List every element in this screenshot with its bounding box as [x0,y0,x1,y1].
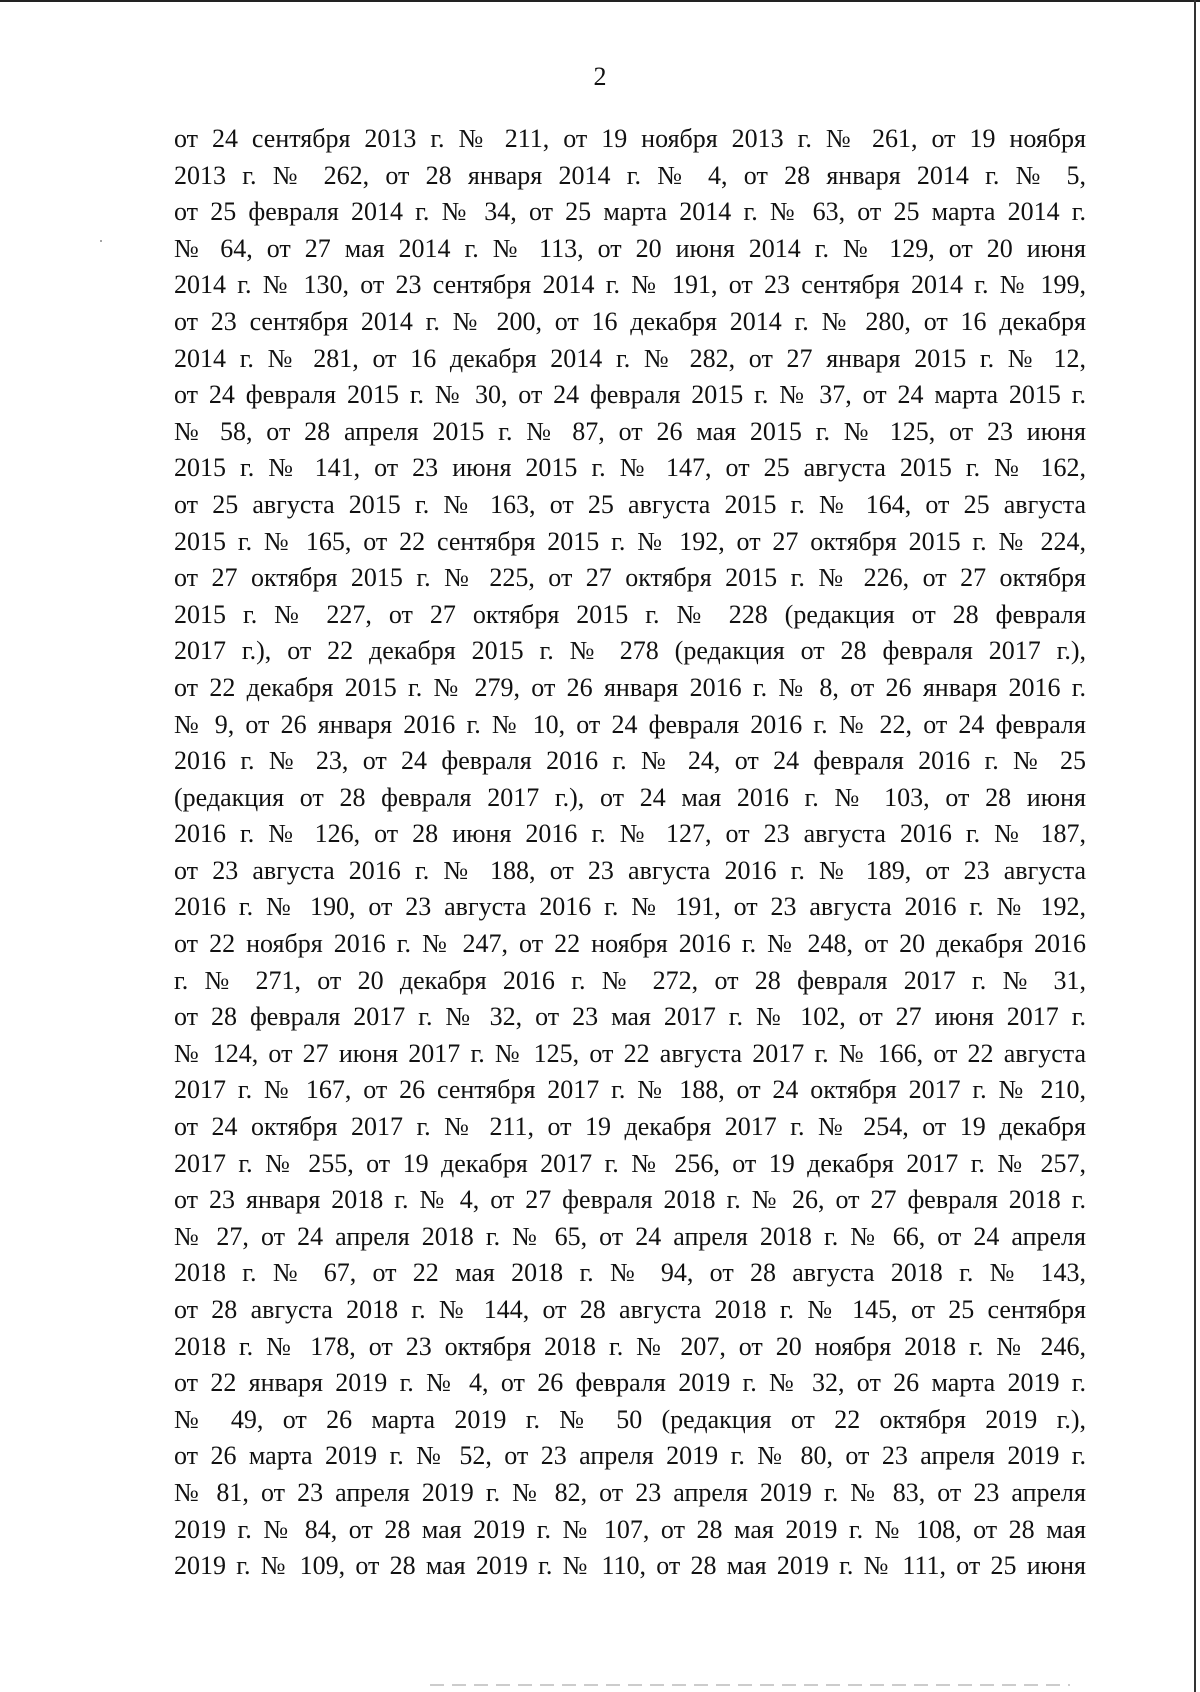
text-line: 2013 г. № 262, от 28 января 2014 г. № 4, от 28 января 2014 г. № 5, [174,160,1086,190]
text-line: (редакция от 28 февраля 2017 г.), от 24 мая 2016 г. № 103, от 28 июня [174,782,1086,812]
text-line: № 9, от 26 января 2016 г. № 10, от 24 февраля 2016 г. № 22, от 24 февраля [174,709,1086,739]
text-line: от 27 октября 2015 г. № 225, от 27 октября 2015 г. № 226, от 27 октября [174,563,1086,593]
text-line: от 23 августа 2016 г. № 188, от 23 августа 2016 г. № 189, от 23 августа [174,855,1086,885]
text-line: 2017 г. № 255, от 19 декабря 2017 г. № 256, от 19 декабря 2017 г. № 257, [174,1148,1086,1178]
text-line: № 49, от 26 марта 2019 г. № 50 (редакция от 22 октября 2019 г.), [174,1404,1086,1434]
text-line: от 22 января 2019 г. № 4, от 26 февраля 2019 г. № 32, от 26 марта 2019 г. [174,1368,1086,1398]
text-line: № 58, от 28 апреля 2015 г. № 87, от 26 мая 2015 г. № 125, от 23 июня [174,416,1086,446]
text-line: № 27, от 24 апреля 2018 г. № 65, от 24 апреля 2018 г. № 66, от 24 апреля [174,1221,1086,1251]
text-line: от 23 сентября 2014 г. № 200, от 16 декабря 2014 г. № 280, от 16 декабря [174,306,1086,336]
text-line: 2018 г. № 67, от 22 мая 2018 г. № 94, от 28 августа 2018 г. № 143, [174,1258,1086,1288]
text-line: 2014 г. № 281, от 16 декабря 2014 г. № 282, от 27 января 2015 г. № 12, [174,343,1086,373]
text-line: № 81, от 23 апреля 2019 г. № 82, от 23 апреля 2019 г. № 83, от 23 апреля [174,1477,1086,1507]
text-line: 2015 г. № 227, от 27 октября 2015 г. № 228 (редакция от 28 февраля [174,599,1086,629]
text-line: от 24 октября 2017 г. № 211, от 19 декабря 2017 г. № 254, от 19 декабря [174,1112,1086,1142]
text-line: от 23 января 2018 г. № 4, от 27 февраля 2018 г. № 26, от 27 февраля 2018 г. [174,1185,1086,1215]
text-line: 2016 г. № 23, от 24 февраля 2016 г. № 24, от 24 февраля 2016 г. № 25 [174,746,1086,776]
text-line: от 24 сентября 2013 г. № 211, от 19 ноября 2013 г. № 261, от 19 ноября [174,124,1086,153]
page-right-edge [1194,0,1196,1692]
text-line: от 24 февраля 2015 г. № 30, от 24 февраля 2015 г. № 37, от 24 марта 2015 г. [174,380,1086,410]
text-line: 2017 г.), от 22 декабря 2015 г. № 278 (редакция от 28 февраля 2017 г.), [174,636,1086,666]
text-line: от 22 ноября 2016 г. № 247, от 22 ноября 2016 г. № 248, от 20 декабря 2016 [174,929,1086,959]
text-line: от 25 августа 2015 г. № 163, от 25 августа 2015 г. № 164, от 25 августа [174,489,1086,519]
text-line: 2015 г. № 141, от 23 июня 2015 г. № 147, от 25 августа 2015 г. № 162, [174,453,1086,483]
text-line: 2015 г. № 165, от 22 сентября 2015 г. № 192, от 27 октября 2015 г. № 224, [174,526,1086,556]
text-line: от 28 августа 2018 г. № 144, от 28 августа 2018 г. № 145, от 25 сентября [174,1295,1086,1324]
text-line: № 124, от 27 июня 2017 г. № 125, от 22 августа 2017 г. № 166, от 22 августа [174,1038,1086,1068]
document-body-text [174,121,1086,1585]
scan-artifact [100,240,102,242]
text-line: 2018 г. № 178, от 23 октября 2018 г. № 207, от 20 ноября 2018 г. № 246, [174,1331,1086,1361]
text-line: от 26 марта 2019 г. № 52, от 23 апреля 2019 г. № 80, от 23 апреля 2019 г. [174,1441,1086,1471]
text-line: 2017 г. № 167, от 26 сентября 2017 г. № 188, от 24 октября 2017 г. № 210, [174,1075,1086,1105]
page-number: 2 [593,62,607,91]
text-line: от 25 февраля 2014 г. № 34, от 25 марта 2014 г. № 63, от 25 марта 2014 г. [174,197,1086,227]
text-line: 2016 г. № 190, от 23 августа 2016 г. № 191, от 23 августа 2016 г. № 192, [174,892,1086,922]
text-line: 2019 г. № 84, от 28 мая 2019 г. № 107, от 28 мая 2019 г. № 108, от 28 мая [174,1514,1086,1544]
text-line: 2016 г. № 126, от 28 июня 2016 г. № 127, от 23 августа 2016 г. № 187, [174,819,1086,849]
page-top-edge [0,0,1200,2]
text-line: 2014 г. № 130, от 23 сентября 2014 г. № 191, от 23 сентября 2014 г. № 199, [174,270,1086,300]
text-line: г. № 271, от 20 декабря 2016 г. № 272, от 28 февраля 2017 г. № 31, [174,965,1086,995]
text-line: 2019 г. № 109, от 28 мая 2019 г. № 110, от 28 мая 2019 г. № 111, от 25 июня [174,1551,1086,1581]
text-line: от 28 февраля 2017 г. № 32, от 23 мая 2017 г. № 102, от 27 июня 2017 г. [174,1002,1086,1032]
text-line: от 22 декабря 2015 г. № 279, от 26 января 2016 г. № 8, от 26 января 2016 г. [174,672,1086,702]
text-line: № 64, от 27 мая 2014 г. № 113, от 20 июня 2014 г. № 129, от 20 июня [174,233,1086,263]
scan-artifact-bottom [430,1684,1070,1686]
